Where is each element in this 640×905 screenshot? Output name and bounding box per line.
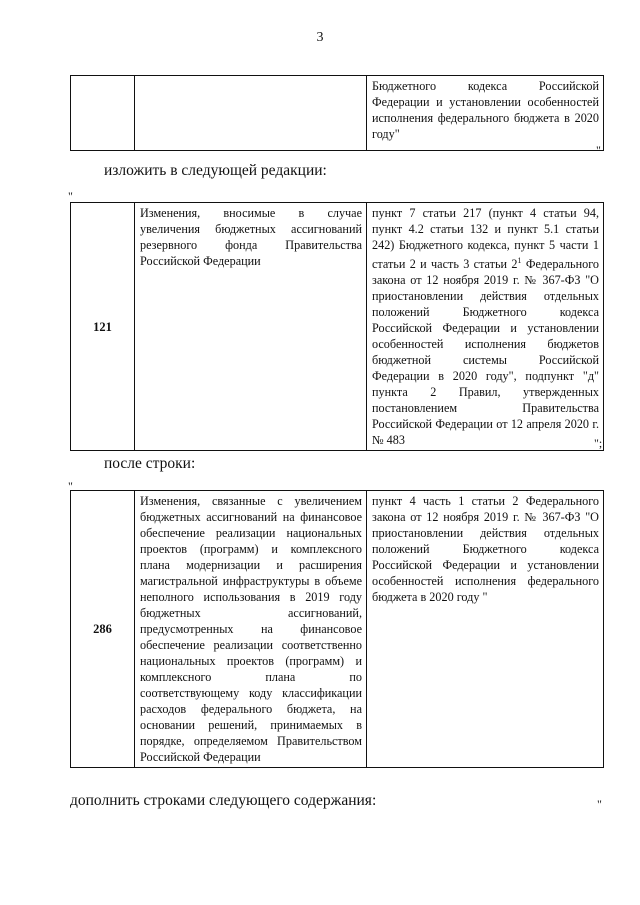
cell-description bbox=[135, 76, 367, 151]
row-number: 121 bbox=[71, 203, 135, 451]
closing-quote: " bbox=[596, 143, 601, 157]
cell-legal-basis bbox=[367, 203, 604, 451]
instruction-replace: изложить в следующей редакции: bbox=[104, 162, 327, 179]
closing-quote: "; bbox=[594, 436, 603, 450]
opening-quote: " bbox=[68, 189, 73, 203]
legal-basis-text: пункт 7 статьи 217 (пункт 4 статьи 94, пункт 4.2 статьи 132 и пункт 5.1 статьи 242) Бюджетного кодекса, пункт 5 части 1 статьи 2 и часть 3 статьи 2 bbox=[372, 206, 599, 272]
table-row-121 bbox=[70, 202, 604, 451]
cell-legal-basis: Бюджетного кодекса Российской Федерации и установлении особенностей исполнения федерального бюджета в 2020 году" bbox=[367, 76, 604, 151]
instruction-add-rows: дополнить строками следующего содержания: bbox=[70, 792, 377, 809]
page-number: 3 bbox=[316, 30, 324, 45]
row-number: 286 bbox=[71, 491, 135, 768]
cell-code bbox=[71, 76, 135, 151]
table-row bbox=[71, 203, 604, 451]
table-row bbox=[71, 76, 604, 151]
table-continuation bbox=[70, 75, 604, 151]
cell-description: Изменения, вносимые в случае увеличения бюджетных ассигнований резервного фонда Правительства Российской Федерации bbox=[135, 203, 367, 451]
legal-basis-text: Федерального закона от 12 ноября 2019 г. № 367-ФЗ "О приостановлении действия отдельных положений Бюджетного кодекса Российской Федерации и установлении особенностей исполнения бюджетов бюджетной системы Российской Федерации в 2020 году", подпункт "д" пункта 2 Правил, утвержденных постановлением Правительства Российской Федерации от 12 апреля 2020 г. № 483 bbox=[372, 257, 599, 448]
closing-quote: " bbox=[597, 797, 602, 811]
table-row-286 bbox=[70, 490, 604, 768]
table-row bbox=[71, 491, 604, 768]
opening-quote: " bbox=[68, 479, 73, 493]
cell-legal-basis: пункт 4 часть 1 статьи 2 Федерального закона от 12 ноября 2019 г. № 367-ФЗ "О приостановлении действия отдельных положений Бюджетного кодекса Российской Федерации и установлении особенностей исполнения федерального бюджета в 2020 году " bbox=[367, 491, 604, 768]
cell-description: Изменения, связанные с увеличением бюджетных ассигнований на финансовое обеспечение реализации национальных проектов (программ) и комплексного плана модернизации и расширения магистральной инфраструктуры в объеме неполного использования в 2019 году бюджетных ассигнований, предусмотренных на финансовое обеспечение реализации соответственно национальных проектов (программ) и комплексного плана по соответствующему коду классификации расходов федерального бюджета, на основании решений, принимаемых в порядке, определяемом Правительством Российской Федерации bbox=[135, 491, 367, 768]
instruction-after-row: после строки: bbox=[104, 455, 196, 472]
superscript: 1 bbox=[517, 256, 522, 265]
